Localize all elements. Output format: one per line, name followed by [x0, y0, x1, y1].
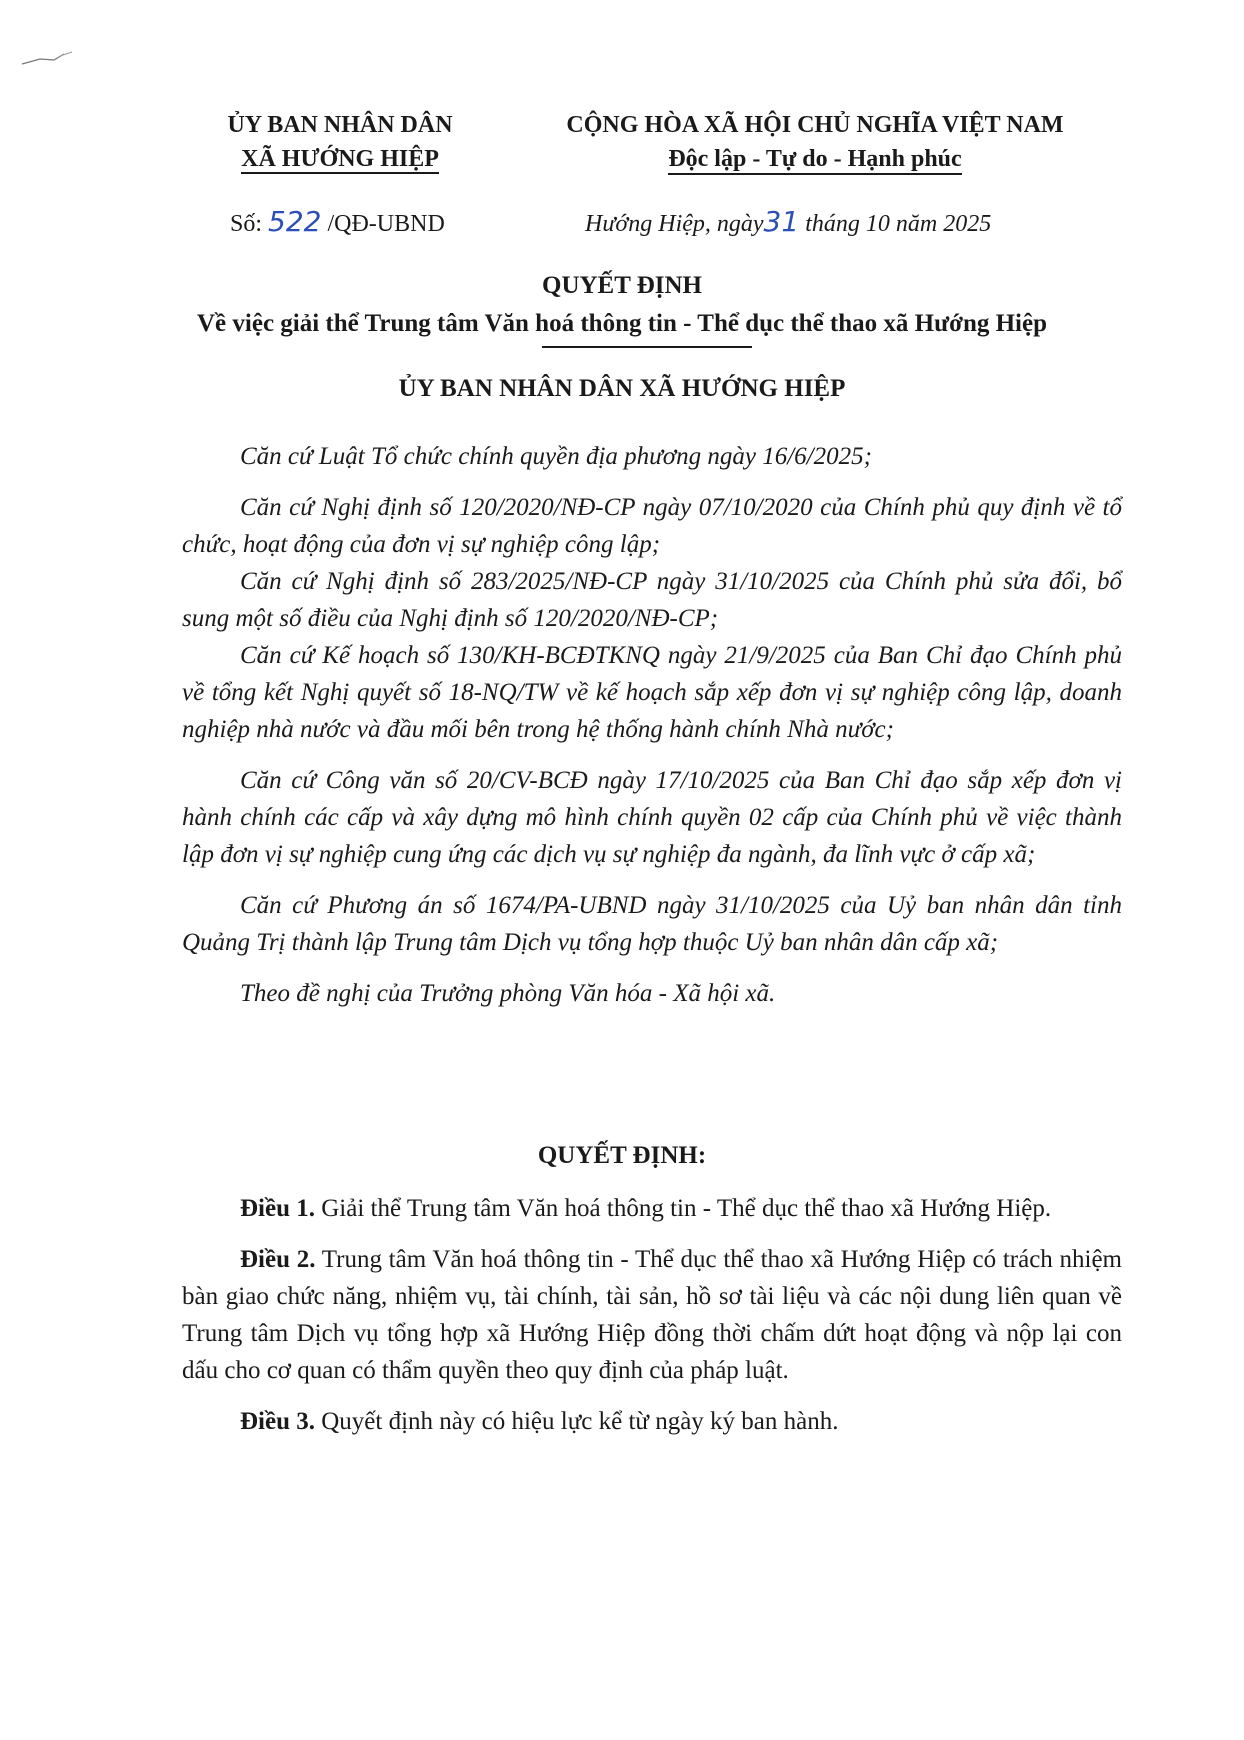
number-suffix: /QĐ-UBND [327, 211, 445, 237]
motto-line: Độc lập - Tự do - Hạnh phúc [668, 145, 961, 175]
article-text: Trung tâm Văn hoá thông tin - Thể dục thể thao xã Hướng Hiệp có trách nhiệm bàn giao chức năng, nhiệm vụ, tài chính, tài sản, hồ sơ tài liệu và các nội dung liên quan về Trung tâm Dịch vụ tổng hợp xã Hướng Hiệp đồng thời chấm dứt hoạt động và nộp lại con dấu cho cơ quan có thẩm quyền theo quy định của pháp luật. [182, 1246, 1122, 1384]
agency-line-2: XÃ HƯỚNG HIỆP [241, 146, 439, 172]
preamble-item: Theo đề nghị của Trưởng phòng Văn hóa - Xã hội xã. [240, 980, 776, 1007]
national-motto [520, 108, 1110, 176]
article-text: Giải thể Trung tâm Văn hoá thông tin - Thể dục thể thao xã Hướng Hiệp. [321, 1195, 1052, 1222]
handwritten-day: 31 [763, 205, 800, 238]
issuing-agency [190, 108, 490, 176]
preamble-item: Căn cứ Công văn số 20/CV-BCĐ ngày 17/10/2025 của Ban Chỉ đạo sắp xếp đơn vị hành chính các cấp và xây dựng mô hình chính quyền 02 cấp của Chính phủ về việc thành lập đơn vị sự nghiệp cung ứng các dịch vụ sự nghiệp đa ngành, đa lĩnh vực ở cấp xã; [182, 767, 1122, 868]
article-1 [182, 1190, 1122, 1227]
place-and-date [585, 205, 991, 238]
article-label: Điều 1. [240, 1195, 315, 1222]
country-name: CỘNG HÒA XÃ HỘI CHỦ NGHĨA VIỆT NAM [566, 112, 1064, 138]
agency-line-1: ỦY BAN NHÂN DÂN [227, 112, 453, 138]
document-number [230, 205, 445, 238]
decision-heading: QUYẾT ĐỊNH: [537, 1142, 707, 1169]
preamble-item: Căn cứ Phương án số 1674/PA-UBND ngày 31/10/2025 của Uỷ ban nhân dân tỉnh Quảng Trị thành lập Trung tâm Dịch vụ tổng hợp thuộc Uỷ ban nhân dân cấp xã; [182, 892, 1122, 956]
preamble-item: Căn cứ Luật Tổ chức chính quyền địa phương ngày 16/6/2025; [240, 443, 872, 470]
subject-underline [542, 346, 752, 348]
document-type-title: QUYẾT ĐỊNH [542, 272, 702, 299]
preamble-item: Căn cứ Nghị định số 283/2025/NĐ-CP ngày 31/10/2025 của Chính phủ sửa đổi, bổ sung một số điều của Nghị định số 120/2020/NĐ-CP; [182, 568, 1122, 632]
date-prefix: Hướng Hiệp, ngày [585, 211, 764, 237]
preamble-section [182, 438, 1122, 1012]
scan-artifact [20, 50, 80, 72]
handwritten-number: 522 [268, 205, 322, 238]
article-text: Quyết định này có hiệu lực kể từ ngày ký ban hành. [321, 1408, 839, 1435]
authority-heading: ỦY BAN NHÂN DÂN XÃ HƯỚNG HIỆP [398, 375, 846, 402]
article-2 [182, 1241, 1122, 1389]
date-suffix: tháng 10 năm 2025 [805, 211, 992, 237]
articles-section [182, 1190, 1122, 1440]
article-3 [182, 1403, 1122, 1440]
article-label: Điều 2. [240, 1246, 316, 1273]
number-prefix: Số: [230, 211, 263, 237]
article-label: Điều 3. [240, 1408, 315, 1435]
preamble-item: Căn cứ Nghị định số 120/2020/NĐ-CP ngày 07/10/2020 của Chính phủ quy định về tổ chức, hoạt động của đơn vị sự nghiệp công lập; [182, 494, 1122, 558]
document-subject: Về việc giải thể Trung tâm Văn hoá thông tin - Thể dục thể thao xã Hướng Hiệp [197, 310, 1047, 337]
preamble-item: Căn cứ Kế hoạch số 130/KH-BCĐTKNQ ngày 21/9/2025 của Ban Chỉ đạo Chính phủ về tổng kết Nghị quyết số 18-NQ/TW về kế hoạch sắp xếp đơn vị sự nghiệp công lập, doanh nghiệp nhà nước và đầu mối bên trong hệ thống hành chính Nhà nước; [182, 642, 1122, 743]
